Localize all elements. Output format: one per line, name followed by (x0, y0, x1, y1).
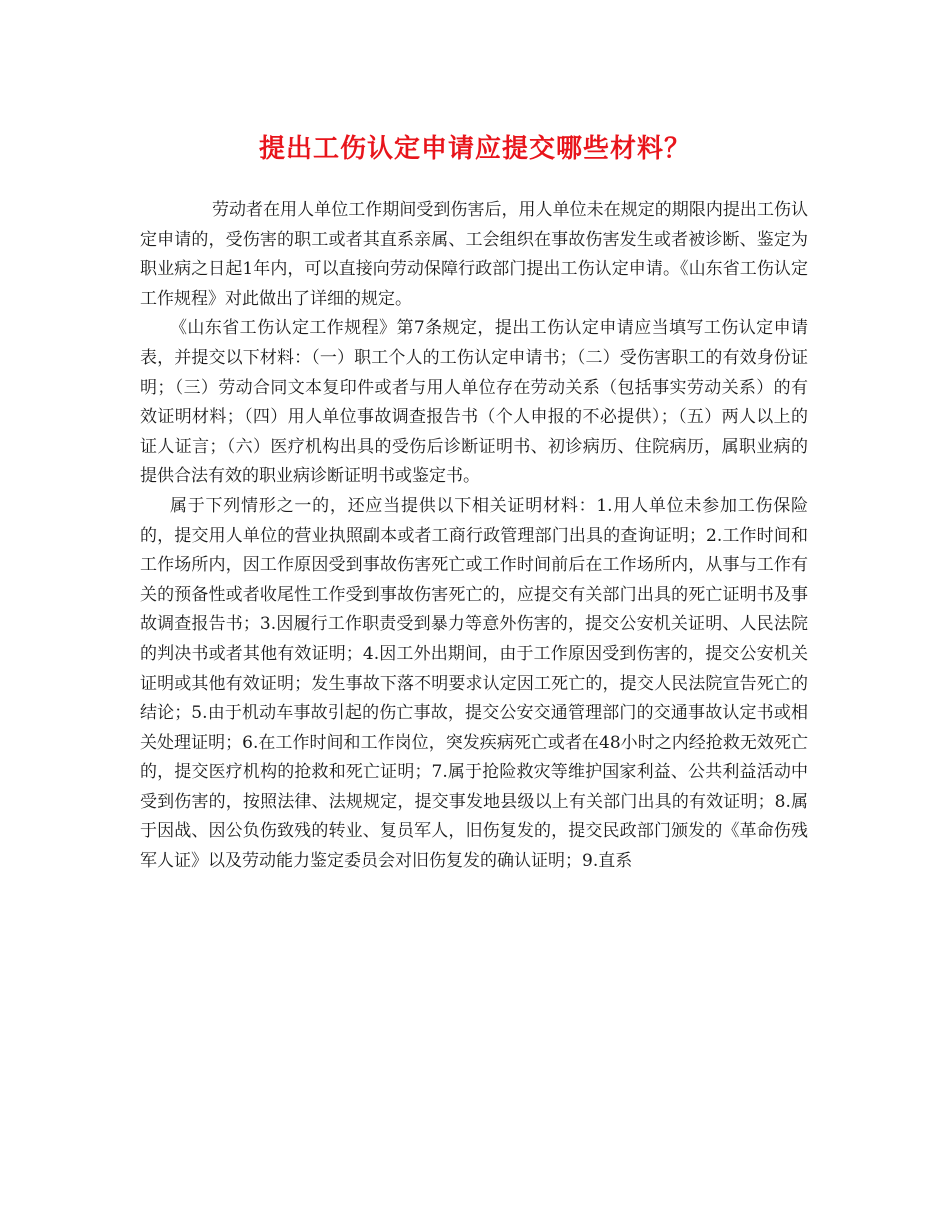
document-title: 提出工伤认定申请应提交哪些材料？ (258, 134, 691, 164)
paragraph-1: 劳动者在用人单位工作期间受到伤害后，用人单位未在规定的期限内提出工伤认定申请的，受伤害的职工或者其直系亲属、工会组织在事故伤害发生或者被诊断、鉴定为职业病之日起1年内，可以直接向劳动保障行政部门提出工伤认定申请。《山东省工伤认定工作规程》对此做出了详细的规定。 (140, 200, 808, 309)
paragraph-2: 《山东省工伤认定工作规程》第7条规定，提出工伤认定申请应当填写工伤认定申请表，并提交以下材料：（一）职工个人的工伤认定申请书；（二）受伤害职工的有效身份证明；（三）劳动合同文本复印件或者与用人单位存在劳动关系（包括事实劳动关系）的有效证明材料；（四）用人单位事故调查报告书（个人申报的不必提供）；（五）两人以上的证人证言；（六）医疗机构出具的受伤后诊断证明书、初诊病历、住院病历，属职业病的提供合法有效的职业病诊断证明书或鉴定书。 (140, 318, 808, 487)
document-body (140, 196, 808, 877)
paragraph-3: 属于下列情形之一的，还应当提供以下相关证明材料：1.用人单位未参加工伤保险的，提交用人单位的营业执照副本或者工商行政管理部门出具的查询证明；2.工作时间和工作场所内，因工作原因受到事故伤害死亡或工作时间前后在工作场所内，从事与工作有关的预备性或者收尾性工作受到事故伤害死亡的，应提交有关部门出具的死亡证明书及事故调查报告书；3.因履行工作职责受到暴力等意外伤害的，提交公安机关证明、人民法院的判决书或者其他有效证明；4.因工外出期间，由于工作原因受到伤害的，提交公安机关证明或其他有效证明；发生事故下落不明要求认定因工死亡的，提交人民法院宣告死亡的结论；5.由于机动车事故引起的伤亡事故，提交公安交通管理部门的交通事故认定书或相关处理证明；6.在工作时间和工作岗位，突发疾病死亡或者在48小时之内经抢救无效死亡的，提交医疗机构的抢救和死亡证明；7.属于抢险救灾等维护国家利益、公共利益活动中受到伤害的，按照法律、法规规定，提交事发地县级以上有关部门出具的有效证明；8.属于因战、因公负伤致残的转业、复员军人，旧伤复发的，提交民政部门颁发的《革命伤残军人证》以及劳动能力鉴定委员会对旧伤复发的确认证明；9.直系 (140, 495, 808, 872)
